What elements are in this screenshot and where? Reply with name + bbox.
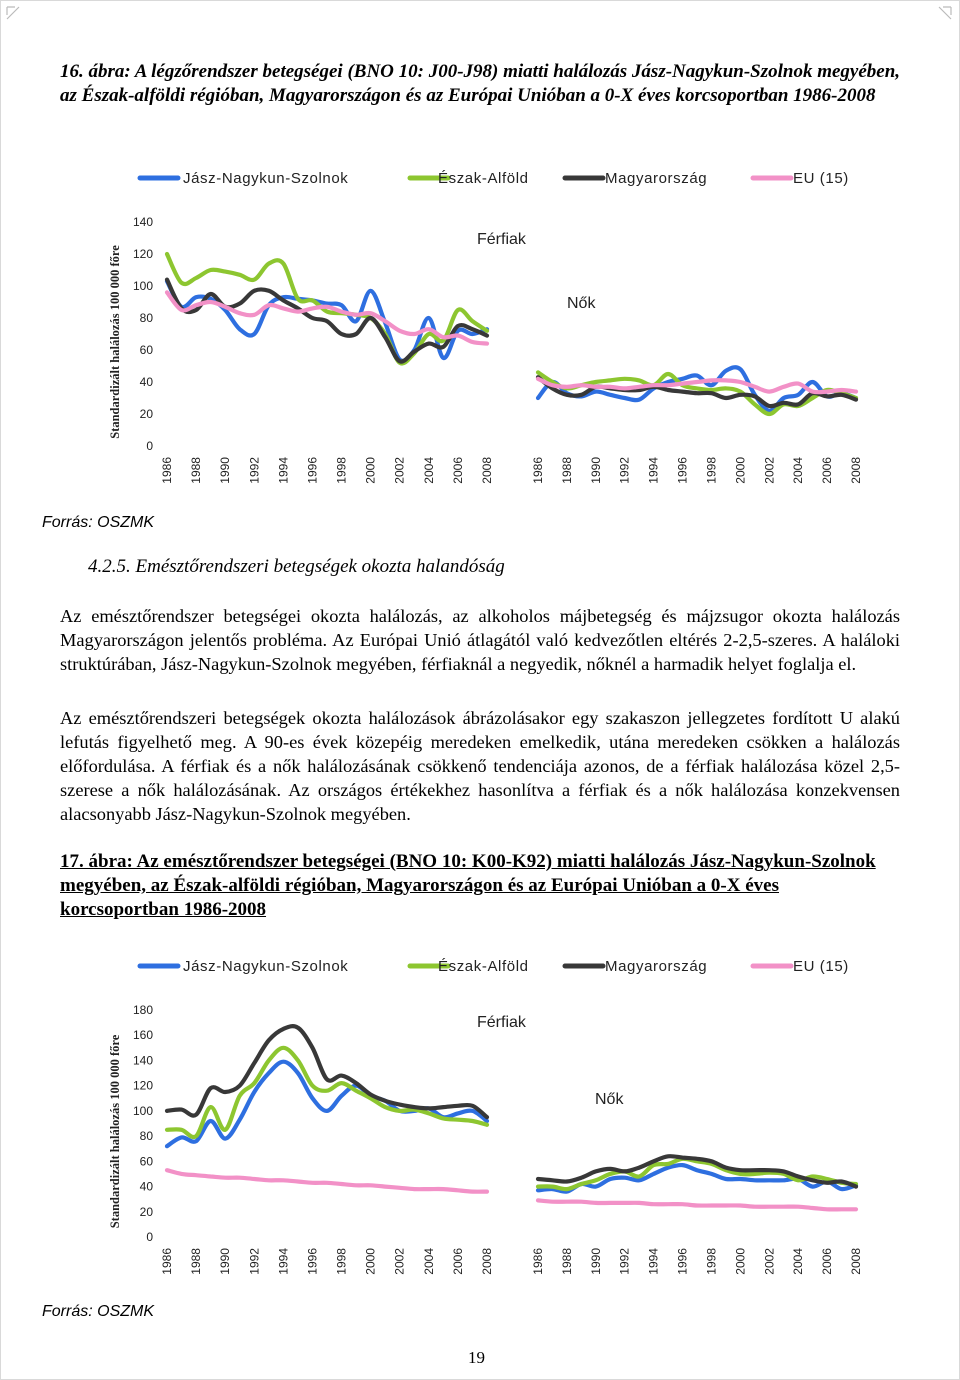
- y-tick-label: 0: [146, 439, 153, 453]
- corner-mark-top-right-icon: [938, 6, 952, 20]
- x-tick-label: 1992: [617, 457, 632, 484]
- x-tick-label: 1988: [559, 457, 574, 484]
- x-tick-label: 1996: [675, 1248, 690, 1275]
- respiratory-chart: [105, 165, 875, 490]
- x-tick-label: 1988: [189, 457, 204, 484]
- x-tick-label: 1992: [247, 1248, 262, 1275]
- x-tick-label: 2000: [733, 1248, 748, 1275]
- y-tick-label: 40: [139, 1179, 153, 1194]
- y-axis-title: Standardizált halálozás 100 000 főre: [108, 245, 122, 439]
- x-tick-label: 2004: [421, 457, 436, 484]
- y-tick-label: 140: [132, 215, 153, 229]
- x-tick-label: 1994: [276, 1248, 291, 1275]
- y-tick-label: 100: [132, 279, 153, 293]
- x-tick-label: 1992: [617, 1248, 632, 1275]
- x-tick-label: 2002: [762, 457, 777, 484]
- legend-label-magyarorszag: Magyarország: [605, 958, 708, 975]
- y-tick-label: 160: [132, 1028, 153, 1043]
- y-tick-label: 120: [132, 1078, 153, 1093]
- y-tick-label: 80: [139, 311, 153, 325]
- y-axis-title: Standardizált halálozás 100 000 főre: [108, 1034, 122, 1229]
- series-line-ferfiak-magyarorszag: [167, 1026, 487, 1117]
- legend-label-eszak-alfold: Észak-Alföld: [438, 958, 529, 975]
- y-tick-label: 60: [139, 343, 153, 357]
- x-tick-label: 1994: [276, 457, 291, 484]
- digestive-chart: [105, 955, 875, 1285]
- x-tick-label: 1990: [218, 457, 233, 484]
- x-tick-label: 1992: [247, 457, 262, 484]
- x-tick-label: 1996: [305, 457, 320, 484]
- y-tick-label: 120: [132, 247, 153, 261]
- legend-label-magyarorszag: Magyarország: [605, 170, 708, 187]
- x-tick-label: 2004: [791, 1248, 806, 1275]
- x-tick-label: 1994: [646, 457, 661, 484]
- x-tick-label: 2008: [480, 1248, 494, 1275]
- figure-1-source: Forrás: OSZMK: [42, 514, 155, 531]
- page-number: 19: [468, 1348, 485, 1367]
- annotation-nok: Nők: [567, 295, 596, 312]
- x-tick-label: 1994: [646, 1248, 661, 1275]
- y-tick-label: 80: [139, 1129, 153, 1144]
- x-tick-label: 1998: [704, 457, 719, 484]
- annotation-ferfiak: Férfiak: [477, 1014, 526, 1031]
- x-tick-label: 1998: [334, 1248, 349, 1275]
- x-tick-label: 1986: [160, 1248, 174, 1275]
- x-tick-label: 2004: [421, 1248, 436, 1275]
- x-tick-label: 1986: [531, 457, 545, 484]
- x-tick-label: 2002: [762, 1248, 777, 1275]
- x-tick-label: 2006: [820, 1248, 835, 1275]
- x-tick-label: 1998: [704, 1248, 719, 1275]
- section-paragraph-2: Az emésztőrendszeri betegségek okozta halálozások ábrázolásakor egy szakaszon jellegzetes fordított U alakú lefutás figyelhető meg. A 90-es évek közepéig meredeken emelkedik, utána meredeken csökken a halálozás előfordulása. A férfiak és a nők halálozásának csökkenő tendenciája azonos, de a férfiak halálozása közel 2,5-szerese a nők halálozásának. Az országos értékekhez hasonlítva a férfiak és a nők halálozása konzekvensen alacsonyabb Jász-Nagykun-Szolnok megyében.: [60, 708, 900, 824]
- figure-1-caption: 16. ábra: A légzőrendszer betegségei (BNO 10: J00-J98) miatti halálozás Jász-Nagykun-Szolnok megyében, az Észak-alföldi régióban, Magyarországon és az Európai Unióban a 0-X éves korcsoportban 1986-2008: [60, 61, 901, 106]
- y-tick-label: 100: [132, 1103, 153, 1118]
- legend-label-eszak-alfold: Észak-Alföld: [438, 170, 529, 187]
- series-line-ferfiak-eu: [167, 1170, 487, 1191]
- x-tick-label: 1998: [334, 457, 349, 484]
- legend-label-jasz-nagykun-szolnok: Jász-Nagykun-Szolnok: [183, 170, 349, 187]
- y-tick-label: 0: [146, 1230, 153, 1244]
- x-tick-label: 2008: [849, 1248, 863, 1275]
- x-tick-label: 2006: [820, 457, 835, 484]
- x-tick-label: 1988: [189, 1248, 204, 1275]
- x-tick-label: 2008: [849, 457, 863, 484]
- x-tick-label: 1996: [675, 457, 690, 484]
- x-tick-label: 1990: [588, 457, 603, 484]
- x-tick-label: 2002: [392, 457, 407, 484]
- section-paragraph-1: Az emésztőrendszer betegségei okozta halálozás, az alkoholos májbetegség és májzsugor okozta halálozás Magyarországon jelentős probléma. Az Európai Unió átlagától való kedvezőtlen eltérés 2-2,5-szeres. A haláloki struktúrában, Jász-Nagykun-Szolnok megyében, férfiaknál a negyedik, nőknél a harmadik helyet foglalja el.: [60, 606, 900, 674]
- x-tick-label: 2000: [363, 457, 378, 484]
- y-tick-label: 40: [139, 375, 153, 389]
- x-tick-label: 1990: [588, 1248, 603, 1275]
- figure-2-caption: 17. ábra: Az emésztőrendszer betegségei (BNO 10: K00-K92) miatti halálozás Jász-Nagykun-Szolnok megyében, az Észak-alföldi régióban, Magyarországon és az Európai Unióban a 0-X éves korcsoportban 1986-2008: [60, 851, 876, 920]
- y-tick-label: 20: [139, 1204, 153, 1219]
- legend-label-eu: EU (15): [793, 958, 849, 975]
- y-tick-label: 140: [132, 1053, 153, 1068]
- x-tick-label: 2002: [392, 1248, 407, 1275]
- x-tick-label: 1996: [305, 1248, 320, 1275]
- x-tick-label: 1986: [531, 1248, 545, 1275]
- x-tick-label: 1990: [218, 1248, 233, 1275]
- x-tick-label: 2000: [733, 457, 748, 484]
- annotation-ferfiak: Férfiak: [477, 231, 526, 248]
- x-tick-label: 2000: [363, 1248, 378, 1275]
- y-tick-label: 60: [139, 1154, 153, 1169]
- x-tick-label: 1988: [559, 1248, 574, 1275]
- x-tick-label: 1986: [160, 457, 174, 484]
- legend-label-eu: EU (15): [793, 170, 849, 187]
- x-tick-label: 2008: [480, 457, 494, 484]
- x-tick-label: 2004: [791, 457, 806, 484]
- annotation-nok: Nők: [595, 1091, 624, 1108]
- corner-mark-top-left-icon: [6, 6, 20, 20]
- section-heading: 4.2.5. Emésztőrendszeri betegségek okozta halandóság: [88, 556, 505, 577]
- y-tick-label: 20: [139, 407, 153, 421]
- legend-label-jasz-nagykun-szolnok: Jász-Nagykun-Szolnok: [183, 958, 349, 975]
- x-tick-label: 2006: [450, 457, 465, 484]
- series-line-nok-eu: [538, 1200, 856, 1209]
- y-tick-label: 180: [132, 1003, 153, 1017]
- figure-2-source: Forrás: OSZMK: [42, 1303, 155, 1320]
- series-line-ferfiak-jasz-nagykun-szolnok: [167, 1062, 487, 1147]
- x-tick-label: 2006: [450, 1248, 465, 1275]
